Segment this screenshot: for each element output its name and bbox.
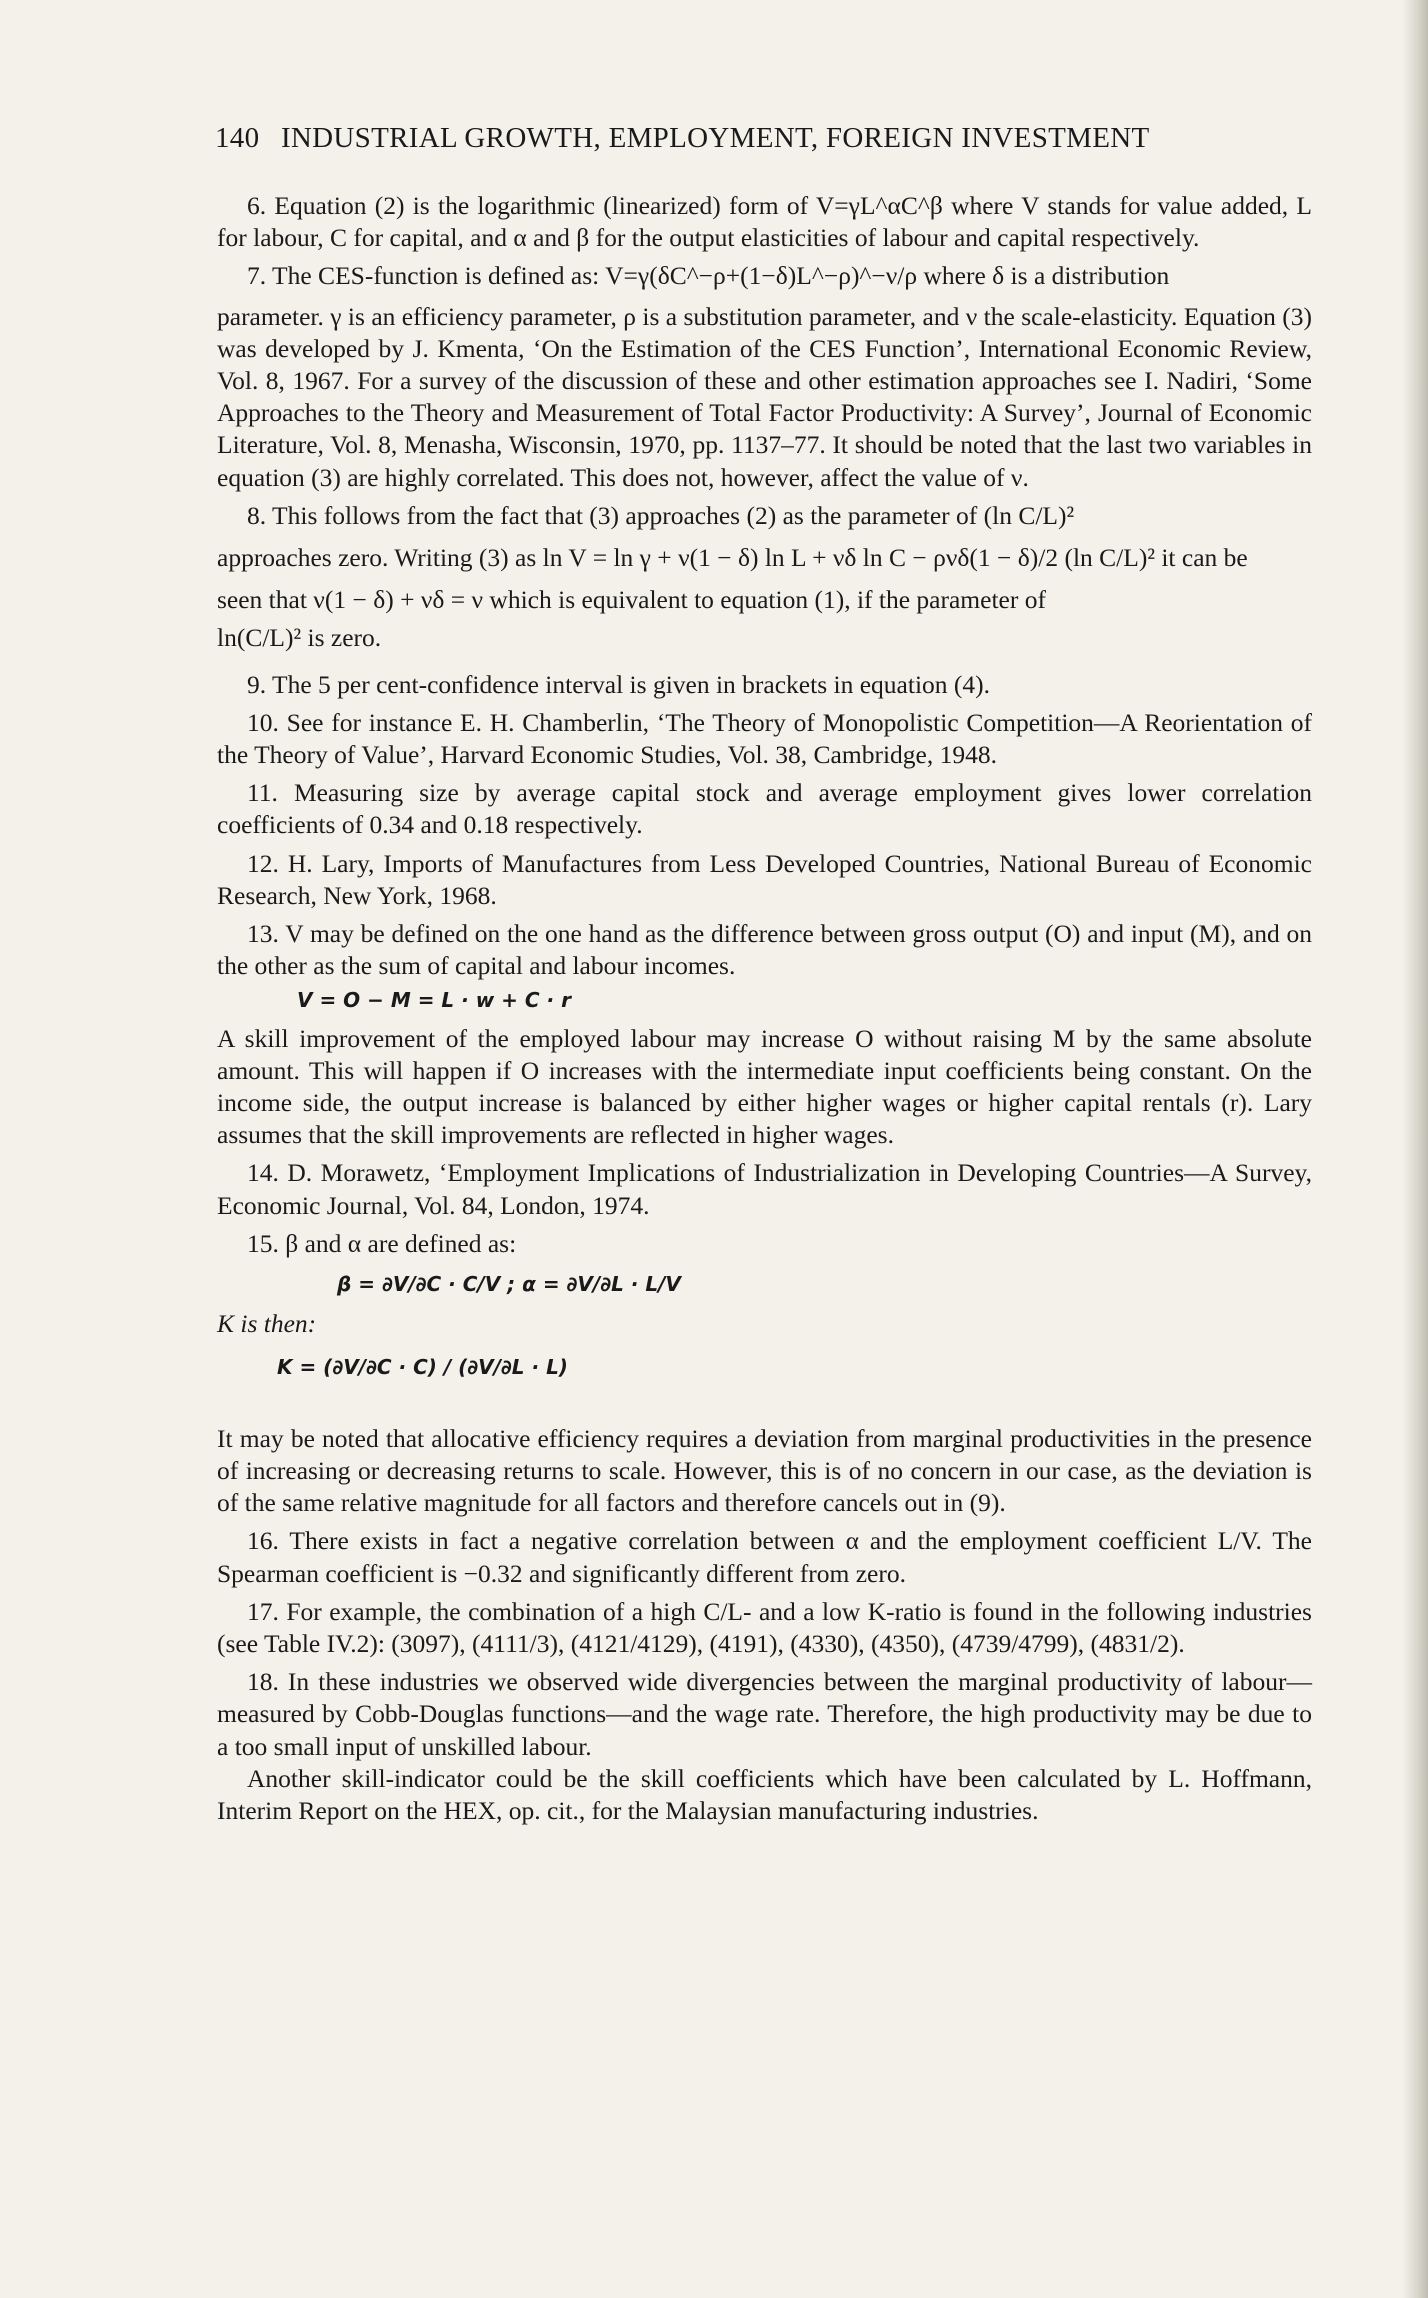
note-8-line3: seen that ν(1 − δ) + νδ = ν which is equivalent to equation (1), if the parameter of (217, 585, 1046, 615)
note-15-k-intro: K is then: (217, 1309, 317, 1339)
note-15: 15. β and α are defined as: (247, 1228, 517, 1258)
running-title: INDUSTRIAL GROWTH, EMPLOYMENT, FOREIGN INVESTMENT (280, 122, 1150, 154)
running-header (215, 122, 1150, 155)
note-8-line1: 8. This follows from the fact that (3) approaches (2) as the parameter of (ln C/L)² (247, 500, 1075, 530)
note-13-body: A skill improvement of the employed labour may increase O without raising M by the same absolute amount. This will happen if O increases with the intermediate input coefficients being constant. On the income side, the output increase is balanced by either higher wages or higher capital rentals (r). Lary assumes that the skill improvements are reflected in higher wages. (217, 1023, 1312, 1150)
endnotes (217, 190, 1312, 1833)
note-13-formula: V = O − M = L · w + C · r (297, 988, 571, 1013)
note-6: 6. Equation (2) is the logarithmic (linearized) form of V=γL^αC^β where V stands for value added, L for labour, C for capital, and α and β for the output elasticities of labour and capital respectively. (217, 191, 1312, 253)
note-14: 14. D. Morawetz, ‘Employment Implications of Industrialization in Developing Countries—A Survey, Economic Journal, Vol. 84, London, 1974. (217, 1158, 1312, 1220)
note-15-formula: β = ∂V/∂C · C/V ; α = ∂V/∂L · L/V (337, 1272, 681, 1297)
note-16: 16. There exists in fact a negative correlation between α and the employment coefficient L/V. The Spearman coefficient is −0.32 and significantly different from zero. (217, 1526, 1312, 1588)
note-10: 10. See for instance E. H. Chamberlin, ‘The Theory of Monopolistic Competition—A Reorientation of the Theory of Value’, Harvard Economic Studies, Vol. 38, Cambridge, 1948. (217, 707, 1312, 770)
page-edge-shadow (1402, 0, 1428, 2298)
note-13: 13. V may be defined on the one hand as the difference between gross output (O) and input (M), and on the other as the sum of capital and labour incomes. (217, 919, 1312, 981)
note-11: 11. Measuring size by average capital stock and average employment gives lower correlation coefficients of 0.34 and 0.18 respectively. (217, 778, 1312, 840)
note-8-line4: ln(C/L)² is zero. (217, 623, 382, 653)
note-15-k-formula: K = (∂V/∂C · C) / (∂V/∂L · L) (277, 1354, 568, 1379)
note-9: 9. The 5 per cent-confidence interval is given in brackets in equation (4). (247, 669, 991, 699)
note-18-cont: Another skill-indicator could be the skill coefficients which have been calculated by L. Hoffmann, Interim Report on the HEX, op. cit., for the Malaysian manufacturing industries. (217, 1763, 1312, 1825)
note-8-line2: approaches zero. Writing (3) as ln V = ln γ + ν(1 − δ) ln L + νδ ln C − ρνδ(1 − δ)/2 (ln C/L)² it can be (217, 543, 1248, 573)
note-12: 12. H. Lary, Imports of Manufactures from Less Developed Countries, National Bureau of Economic Research, New York, 1968. (217, 848, 1312, 910)
note-7-body: parameter. γ is an efficiency parameter, ρ is a substitution parameter, and ν the scale-elasticity. Equation (3) was developed by J. Kmenta, ‘On the Estimation of the CES Function’, International Economic Review, Vol. 8, 1967. For a survey of the discussion of these and other estimation approaches see I. Nadiri, ‘Some Approaches to the Theory and Measurement of Total Factor Productivity: A Survey’, Journal of Economic Literature, Vol. 8, Menasha, Wisconsin, 1970, pp. 1137–77. It should be noted that the last two variables in equation (3) are highly correlated. This does not, however, affect the value of ν. (217, 301, 1312, 492)
note-17: 17. For example, the combination of a high C/L- and a low K-ratio is found in the following industries (see Table IV.2): (3097), (4111/3), (4121/4129), (4191), (4330), (4350), (4739/4799), (4831/2). (217, 1596, 1312, 1658)
page-number: 140 (215, 122, 260, 154)
note-15-body: It may be noted that allocative efficiency requires a deviation from marginal productivities in the presence of increasing or decreasing returns to scale. However, this is of no concern in our case, as the deviation is of the same relative magnitude for all factors and therefore cancels out in (9). (217, 1423, 1312, 1518)
note-7-line: 7. The CES-function is defined as: V=γ(δC^−ρ+(1−δ)L^−ρ)^−ν/ρ where δ is a distribution (247, 261, 1170, 291)
note-18: 18. In these industries we observed wide divergencies between the marginal productivity of labour—measured by Cobb-Douglas functions—and the wage rate. Therefore, the high productivity may be due to a too small input of unskilled labour. (217, 1667, 1312, 1761)
